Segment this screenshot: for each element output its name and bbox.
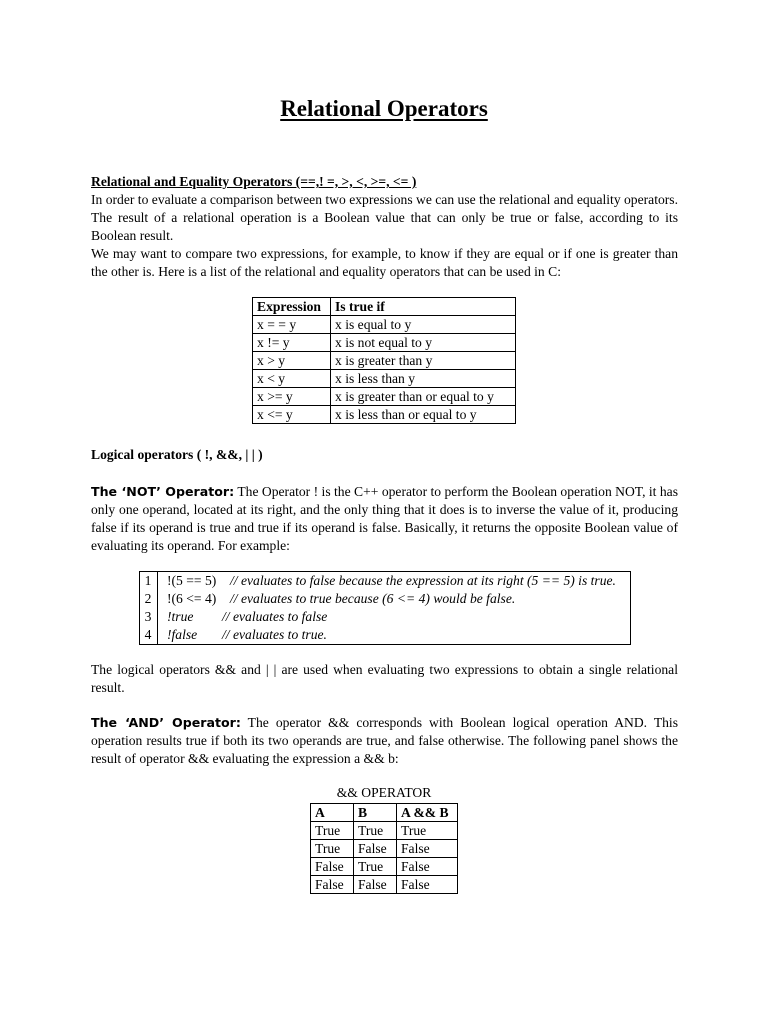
paragraph-compare: We may want to compare two expressions, for example, to know if they are equal or if one is greater than the other is. Here is a list of the relational and equality operators that can be used in C: — [91, 246, 678, 279]
table-row — [253, 316, 516, 334]
table-cell: False — [397, 858, 458, 876]
table-row — [311, 858, 458, 876]
and-truth-table — [310, 803, 458, 894]
table-header-cell: A — [311, 804, 354, 822]
table-row — [311, 876, 458, 894]
and-operator-text: The operator && corresponds with Boolean logical operation AND. This operation results true if both its two operands are true, and false otherwise. The following panel shows the result of operator && evaluating the expression a && b: — [91, 715, 679, 766]
table-header-row — [253, 298, 516, 316]
code-line — [140, 572, 630, 590]
table-cell: x is greater than or equal to y — [331, 388, 516, 406]
code-text: !true — [167, 609, 194, 624]
paragraph-not-operator — [91, 483, 678, 555]
code-comment: // evaluates to true because (6 <= 4) would be false. — [230, 591, 516, 606]
table-row — [253, 388, 516, 406]
table-cell: x is equal to y — [331, 316, 516, 334]
table-cell: True — [311, 840, 354, 858]
table-header-cell: Expression — [253, 298, 331, 316]
not-operator-text: The Operator ! is the C++ operator to perform the Boolean operation NOT, it has only one operand, located at its right, and the only thing that it does is to inverse the value of it, producing false if its operand is true and true if its operand is false. Basically, it returns the opposite Boolean value of evaluating its operand. For example: — [91, 484, 678, 553]
code-comment: // evaluates to false — [222, 609, 328, 624]
code-text: !false — [167, 627, 198, 642]
table-cell: False — [397, 876, 458, 894]
section-heading-logical: Logical operators ( !, &&, | | ) — [91, 447, 263, 462]
table-header-row — [311, 804, 458, 822]
table-cell: False — [311, 858, 354, 876]
table-cell: True — [311, 822, 354, 840]
table-header-cell: A && B — [397, 804, 458, 822]
section-heading-relational: Relational and Equality Operators (==,! =, >, <, >=, <= ) — [91, 174, 417, 189]
table-cell: False — [354, 840, 397, 858]
table-cell: x != y — [253, 334, 331, 352]
table-cell: False — [354, 876, 397, 894]
code-comment: // evaluates to true. — [222, 627, 327, 642]
table-cell: x < y — [253, 370, 331, 388]
table-cell: x is less than or equal to y — [331, 406, 516, 424]
code-text: !(5 == 5) — [167, 573, 217, 588]
table-row — [253, 334, 516, 352]
line-number: 2 — [144, 591, 152, 606]
table-cell: False — [311, 876, 354, 894]
table-header-cell: Is true if — [331, 298, 516, 316]
code-comment: // evaluates to false because the expression at its right (5 == 5) is true. — [230, 573, 616, 588]
table-cell: x is not equal to y — [331, 334, 516, 352]
paragraph-logical-operators: The logical operators && and | | are used when evaluating two expressions to obtain a single relational result. — [91, 662, 678, 695]
table-row — [253, 352, 516, 370]
table-cell: x is less than y — [331, 370, 516, 388]
table-row — [253, 406, 516, 424]
paragraph-and-operator — [91, 714, 678, 768]
line-number: 3 — [144, 609, 152, 624]
section-logical — [91, 446, 678, 464]
table-row — [311, 822, 458, 840]
table-cell: True — [397, 822, 458, 840]
line-number: 4 — [144, 627, 152, 642]
code-line — [140, 590, 630, 608]
table-row — [311, 840, 458, 858]
line-number: 1 — [144, 573, 152, 588]
code-line — [140, 626, 630, 644]
table-cell: x <= y — [253, 406, 331, 424]
page-title: Relational Operators — [280, 96, 488, 121]
paragraph-intro: In order to evaluate a comparison between two expressions we can use the relational and equality operators. The result of a relational operation is a Boolean value that can only be true or false, according to its Boolean result. — [91, 192, 678, 243]
table-cell: x > y — [253, 352, 331, 370]
table-cell: True — [354, 822, 397, 840]
table-cell: False — [397, 840, 458, 858]
table-header-cell: B — [354, 804, 397, 822]
table-cell: True — [354, 858, 397, 876]
and-table-caption: && OPERATOR — [336, 785, 432, 800]
not-operator-label: The ‘NOT’ Operator: — [91, 484, 235, 499]
code-text: !(6 <= 4) — [167, 591, 217, 606]
relational-operators-table — [252, 297, 516, 424]
and-operator-label: The ‘AND’ Operator: — [91, 715, 241, 730]
table-cell: x >= y — [253, 388, 331, 406]
table-row — [253, 370, 516, 388]
code-example-box — [139, 571, 631, 645]
code-line — [140, 608, 630, 626]
table-cell: x = = y — [253, 316, 331, 334]
section-relational — [91, 173, 678, 281]
table-cell: x is greater than y — [331, 352, 516, 370]
